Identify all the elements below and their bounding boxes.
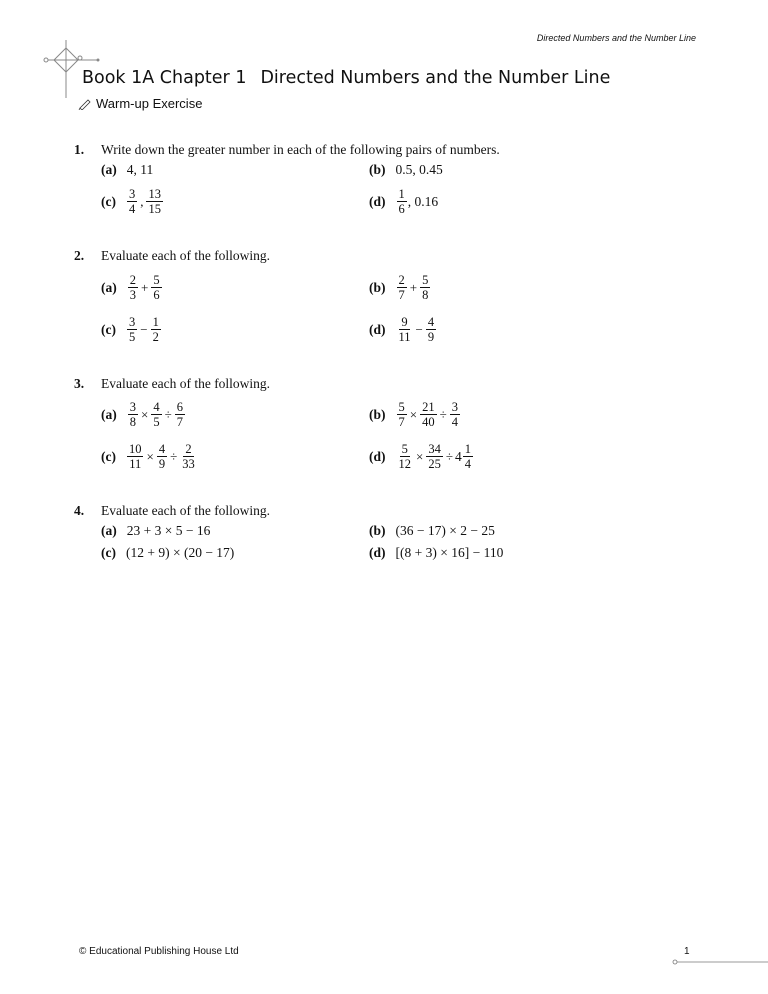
question-text: Evaluate each of the following. [101, 376, 271, 391]
chapter-title: Directed Numbers and the Number Line [260, 68, 611, 88]
q2-part-c: (c) $\frac{3}{5}$ − $\frac{1}{2}$ [101, 315, 159, 344]
q1-part-b: (b) 0.5, 0.45 [369, 162, 443, 177]
section-heading [78, 96, 202, 111]
q3-part-c: (c) $\frac{10}{11}$ × $\frac{4}{9}$ ÷ $\frac{2}{33}$ [101, 442, 195, 471]
pencil-icon [78, 98, 92, 110]
chapter-book: Book 1A Chapter 1 [82, 68, 247, 88]
question-number: 3. [74, 376, 85, 391]
q3-part-b: (b) $\frac{5}{7}$ × $\frac{21}{40}$ ÷ $\frac{3}{4}$ [369, 400, 458, 429]
q2-part-b: (b) $\frac{2}{7}$ + $\frac{5}{8}$ [369, 273, 429, 302]
q1-part-a: (a) 4, 11 [101, 162, 154, 177]
question-text: Evaluate each of the following. [101, 248, 271, 263]
question-text: Write down the greater number in each of the following pairs of numbers. [101, 142, 500, 157]
q4-part-d: (d) [(8 + 3) × 16] − 110 [369, 545, 504, 560]
q4-part-a: (a) 23 + 3 × 5 − 16 [101, 523, 211, 538]
q4-part-b: (b) (36 − 17) × 2 − 25 [369, 523, 495, 538]
question-number: 1. [74, 142, 85, 157]
chapter-heading [82, 68, 610, 88]
q2-part-a: (a) $\frac{2}{3}$ + $\frac{5}{6}$ [101, 273, 160, 302]
question-number: 2. [74, 248, 85, 263]
page-rule-icon [672, 958, 768, 966]
running-header: Directed Numbers and the Number Line [536, 33, 696, 43]
q4-part-c: (c) (12 + 9) × (20 − 17) [101, 545, 235, 560]
section-label: Warm-up Exercise [96, 96, 203, 111]
page-number: 1 [684, 946, 690, 957]
q2-part-d: (d) $\frac{9}{11}$ − $\frac{4}{9}$ [369, 315, 435, 344]
q3-part-d: (d) $\frac{5}{12}$ × $\frac{34}{25}$ ÷ 4 $\frac{1}{4}$ [369, 442, 471, 471]
question-text: Evaluate each of the following. [101, 503, 271, 518]
q3-part-a: (a) $\frac{3}{8}$ × $\frac{4}{5}$ ÷ $\frac{6}{7}$ [101, 400, 183, 429]
footer-publisher: © Educational Publishing House Ltd [79, 946, 239, 957]
question-number: 4. [74, 503, 85, 518]
q1-part-d: (d) $\frac{1}{6}$ , 0.16 [369, 187, 439, 216]
q1-part-c: (c) $\frac{3}{4}$ , $\frac{13}{15}$ [101, 187, 161, 216]
